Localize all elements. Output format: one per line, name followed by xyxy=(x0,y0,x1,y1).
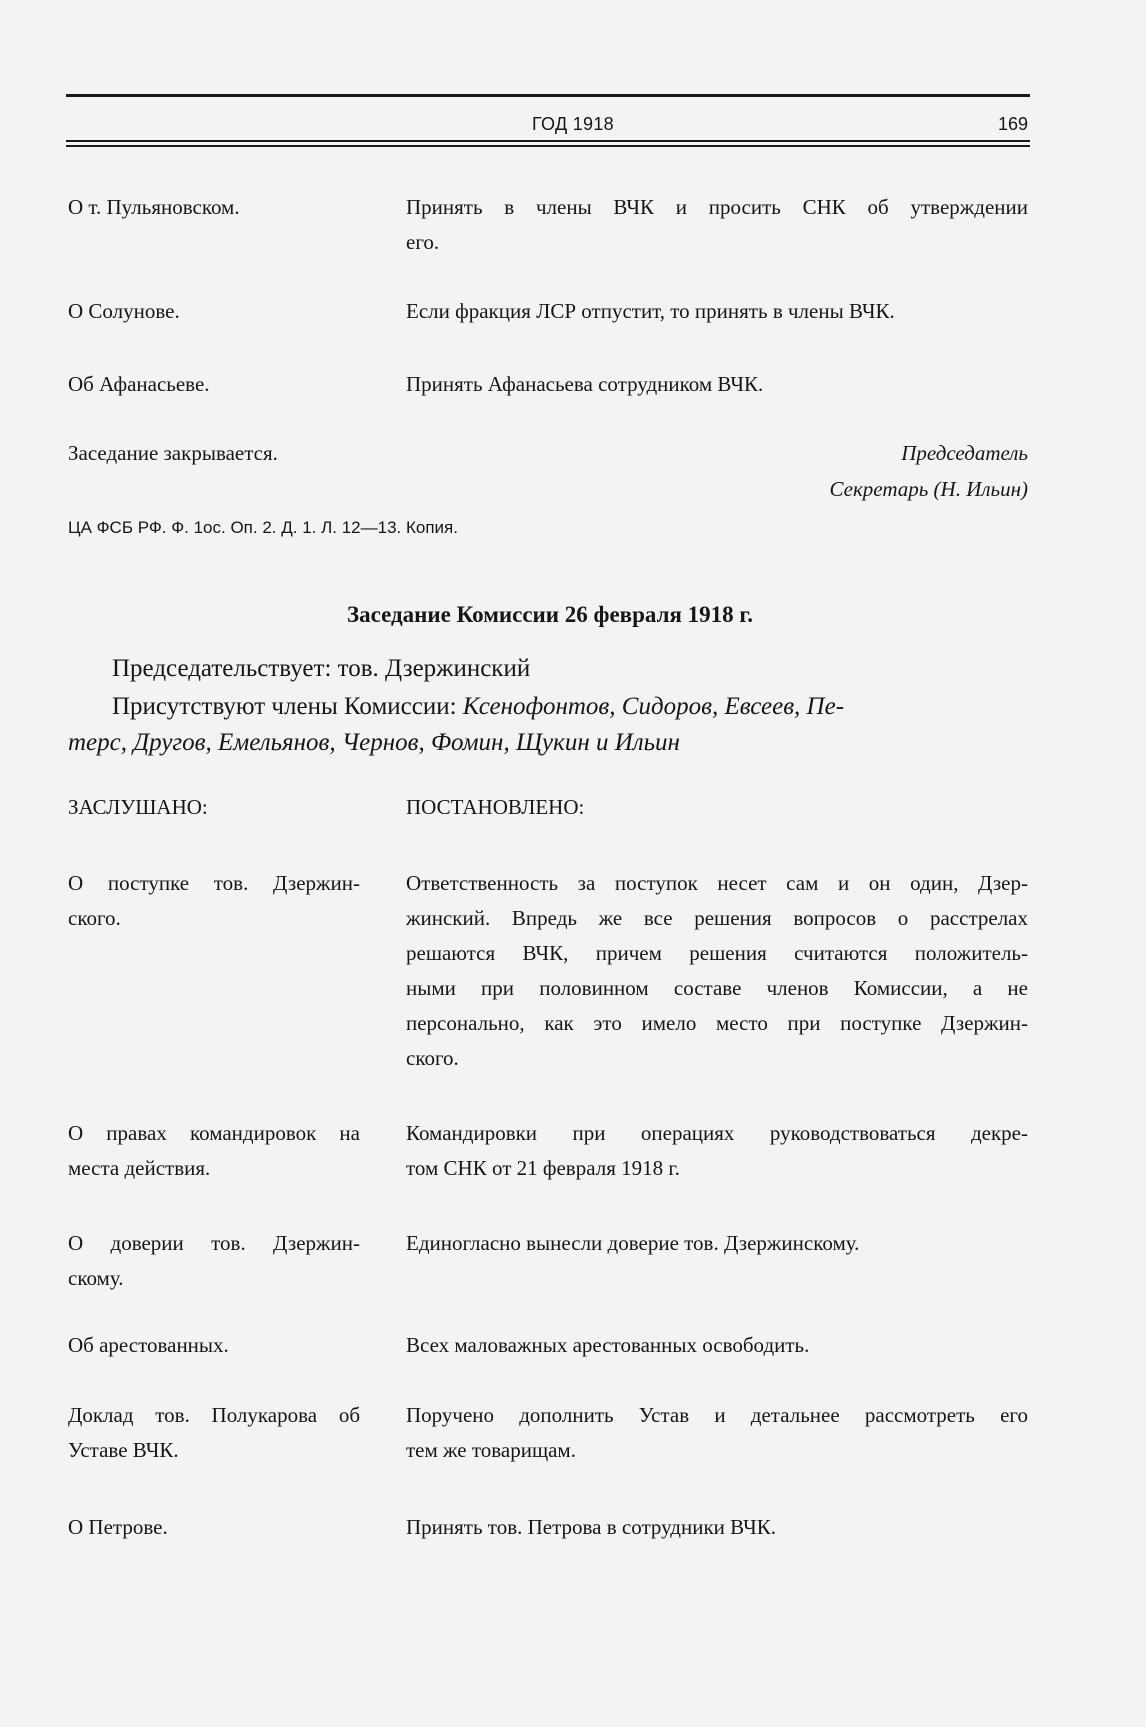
present-names-continued: терс, Другов, Емельянов, Чернов, Фомин, Щукин и Ильин xyxy=(68,729,680,756)
entry-decision-line: Если фракция ЛСР отпустит, то принять в члены ВЧК. xyxy=(406,299,895,323)
entry-decision-line: Всех маловажных арестованных освободить. xyxy=(406,1333,810,1357)
entry-heard: Об Афанасьеве. xyxy=(68,372,210,396)
column-heading-heard: ЗАСЛУШАНО: xyxy=(68,795,208,819)
entry-decision-line: персонально, как это имело место при поступке Дзержин- xyxy=(406,1011,1028,1035)
entry-decision-line: том СНК от 21 февраля 1918 г. xyxy=(406,1156,680,1180)
chairman-signature: Председатель xyxy=(901,441,1028,465)
entry-heard-line: ского. xyxy=(68,906,121,930)
entry-decision-line: Принять тов. Петрова в сотрудники ВЧК. xyxy=(406,1515,777,1539)
entry-decision-line: Принять Афанасьева сотрудником ВЧК. xyxy=(406,372,764,396)
present-label: Присутствуют члены Комиссии: xyxy=(112,693,457,720)
entry-decision-line: Поручено дополнить Устав и детальнее рассмотреть его xyxy=(406,1403,1028,1427)
closing-text: Заседание закрывается. xyxy=(68,441,278,465)
entry-heard-line: Уставе ВЧК. xyxy=(68,1438,179,1462)
secretary-signature: Секретарь (Н. Ильин) xyxy=(829,477,1028,501)
entry-decision-line: Единогласно вынесли доверие тов. Дзержинскому. xyxy=(406,1231,860,1255)
column-heading-resolved: ПОСТАНОВЛЕНО: xyxy=(406,795,585,819)
entry-decision-line: ского. xyxy=(406,1046,459,1070)
entry-heard-line: Об арестованных. xyxy=(68,1333,229,1357)
entry-decision-line: ными при половинном составе членов Комиссии, а не xyxy=(406,976,1028,1000)
entry-decision-line: Ответственность за поступок несет сам и он один, Дзер- xyxy=(406,871,1028,895)
meeting-title: Заседание Комиссии 26 февраля 1918 г. xyxy=(346,602,754,627)
header-rule-bottom-2 xyxy=(66,145,1030,147)
entry-decision-line: Командировки при операциях руководствоваться декре- xyxy=(406,1121,1028,1145)
present-line xyxy=(112,688,844,726)
entry-heard-line: скому. xyxy=(68,1266,124,1290)
entry-heard-line: О Петрове. xyxy=(68,1515,168,1539)
entry-decision-line: тем же товарищам. xyxy=(406,1438,576,1462)
page-number: 169 xyxy=(997,114,1028,134)
entry-heard-line: О правах командировок на xyxy=(68,1121,360,1145)
entry-decision-line: жинский. Впредь же все решения вопросов о расстрелах xyxy=(406,906,1028,930)
present-names: Ксенофонтов, Сидоров, Евсеев, Пе- xyxy=(462,693,845,720)
entry-decision-line: его. xyxy=(406,230,440,254)
entry-heard-line: О поступке тов. Дзержин- xyxy=(68,871,360,895)
header-rule-bottom-1 xyxy=(66,140,1030,142)
entry-heard-line: О доверии тов. Дзержин- xyxy=(68,1231,360,1255)
entry-heard: О Солунове. xyxy=(68,299,180,323)
archive-source: ЦА ФСБ РФ. Ф. 1ос. Оп. 2. Д. 1. Л. 12—13. Копия. xyxy=(68,518,458,537)
header-rule-top xyxy=(66,94,1030,97)
entry-decision-line: решаются ВЧК, причем решения считаются положитель- xyxy=(406,941,1028,965)
chair-line: Председательствует: тов. Дзержинский xyxy=(112,655,531,682)
running-header-year: ГОД 1918 xyxy=(532,114,614,134)
entry-heard-line: места действия. xyxy=(68,1156,211,1180)
entry-decision-line: Принять в члены ВЧК и просить СНК об утверждении xyxy=(406,195,1028,219)
entry-heard: О т. Пульяновском. xyxy=(68,195,240,219)
entry-heard-line: Доклад тов. Полукарова об xyxy=(68,1403,360,1427)
